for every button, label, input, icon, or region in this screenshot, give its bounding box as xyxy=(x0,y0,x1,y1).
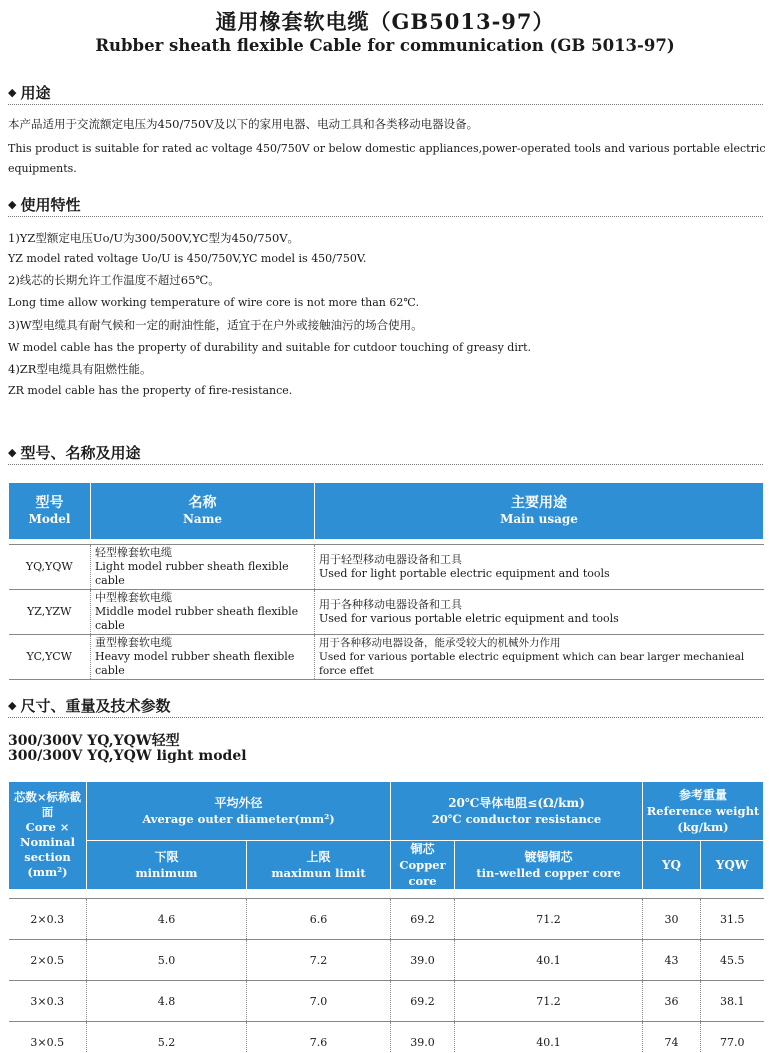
feature-line: 3)W型电缆具有耐气候和一定的耐油性能，适宜于在户外或接触油污的场合使用。 xyxy=(8,318,423,332)
tin-cell: 71.2 xyxy=(455,981,643,1022)
section-features-heading xyxy=(8,194,80,215)
table-row xyxy=(9,589,764,634)
divider xyxy=(8,464,763,465)
max-cell: 7.6 xyxy=(247,1022,391,1053)
yq-cell: 30 xyxy=(643,899,701,940)
models-table xyxy=(8,483,764,680)
header-conductor-resistance: 20℃导体电阻≤(Ω/km) 20℃ conductor resistance xyxy=(391,782,643,840)
page-title-cn: 通用橡套软电缆（GB5013-97） xyxy=(215,9,555,34)
diamond-icon: ◆ xyxy=(8,446,17,459)
core-cell: 3×0.5 xyxy=(9,1022,87,1053)
feature-line: 4)ZR型电缆具有阻燃性能。 xyxy=(8,362,152,376)
table-row xyxy=(9,544,764,589)
feature-line: ZR model cable has the property of fire-resistance. xyxy=(8,384,293,397)
usage-text-en: This product is suitable for rated ac voltage 450/750V or below domestic appliances,power-operated tools and various portable electric equipments. xyxy=(8,142,766,175)
header-yqw: YQW xyxy=(701,840,764,889)
header-yq: YQ xyxy=(643,840,701,889)
copper-cell: 39.0 xyxy=(391,940,455,981)
min-cell: 5.0 xyxy=(87,940,247,981)
copper-cell: 39.0 xyxy=(391,1022,455,1053)
name-cell: 轻型橡套软电缆 Light model rubber sheath flexible cable xyxy=(91,544,315,589)
header-copper-core: 铜芯 Copper core xyxy=(391,840,455,889)
header-core-section: 芯数×标称截面 Core × Nominal section (mm²) xyxy=(9,782,87,889)
feature-line: 1)YZ型额定电压Uo/U为300/500V,YC型为450/750V。 xyxy=(8,231,300,245)
page-title-en: Rubber sheath flexible Cable for communication (GB 5013-97) xyxy=(95,36,675,55)
core-cell: 3×0.3 xyxy=(9,981,87,1022)
diamond-icon: ◆ xyxy=(8,198,17,211)
divider xyxy=(8,717,763,718)
name-cell: 重型橡套软电缆 Heavy model rubber sheath flexible cable xyxy=(91,634,315,679)
table-row xyxy=(9,981,764,1022)
copper-cell: 69.2 xyxy=(391,899,455,940)
feature-line: YZ model rated voltage Uo/U is 450/750V,YC model is 450/750V. xyxy=(8,252,367,265)
header-minimum: 下限 minimum xyxy=(87,840,247,889)
yqw-cell: 38.1 xyxy=(701,981,764,1022)
header-maximum: 上限 maximun limit xyxy=(247,840,391,889)
header-outer-diameter: 平均外径 Average outer diameter(mm²) xyxy=(87,782,391,840)
yqw-cell: 77.0 xyxy=(701,1022,764,1053)
name-cell: 中型橡套软电缆 Middle model rubber sheath flexible cable xyxy=(91,589,315,634)
usage-cell: 用于各种移动电器设备，能承受较大的机械外力作用 Used for various portable electric equipment which can bear larger mechanieal force effet xyxy=(315,634,764,679)
specs-subtitle-en: 300/300V YQ,YQW light model xyxy=(8,748,247,764)
yq-cell: 74 xyxy=(643,1022,701,1053)
tin-cell: 71.2 xyxy=(455,899,643,940)
table-row xyxy=(9,634,764,679)
section-specs-heading xyxy=(8,695,170,716)
divider xyxy=(8,216,763,217)
yq-cell: 36 xyxy=(643,981,701,1022)
header-usage: 主要用途 Main usage xyxy=(315,483,764,539)
section-specs-title: 尺寸、重量及技术参数 xyxy=(20,697,171,715)
feature-line: Long time allow working temperature of wire core is not more than 62℃. xyxy=(8,296,420,309)
section-models-heading xyxy=(8,442,140,463)
diamond-icon: ◆ xyxy=(8,86,17,99)
model-cell: YC,YCW xyxy=(9,634,91,679)
diamond-icon: ◆ xyxy=(8,699,17,712)
specs-table xyxy=(8,782,764,1053)
copper-cell: 69.2 xyxy=(391,981,455,1022)
header-model: 型号 Model xyxy=(9,483,91,539)
max-cell: 6.6 xyxy=(247,899,391,940)
usage-cell: 用于轻型移动电器设备和工具 Used for light portable electric equipment and tools xyxy=(315,544,764,589)
table-row xyxy=(9,1022,764,1053)
specs-subtitle-cn: 300/300V YQ,YQW轻型 xyxy=(8,733,180,749)
min-cell: 4.8 xyxy=(87,981,247,1022)
max-cell: 7.0 xyxy=(247,981,391,1022)
section-usage-heading xyxy=(8,82,50,103)
usage-cell: 用于各种移动电器设备和工具 Used for various portable eletric equipment and tools xyxy=(315,589,764,634)
min-cell: 4.6 xyxy=(87,899,247,940)
max-cell: 7.2 xyxy=(247,940,391,981)
tin-cell: 40.1 xyxy=(455,940,643,981)
yq-cell: 43 xyxy=(643,940,701,981)
core-cell: 2×0.3 xyxy=(9,899,87,940)
section-features-title: 使用特性 xyxy=(20,196,81,214)
header-tin-core: 镀锡铜芯 tin-welled copper core xyxy=(455,840,643,889)
table-row xyxy=(9,940,764,981)
header-reference-weight: 参考重量 Reference weight (kg/km) xyxy=(643,782,764,840)
feature-line: 2)线芯的长期允许工作温度不超过65℃。 xyxy=(8,273,220,287)
divider xyxy=(8,104,763,105)
yqw-cell: 45.5 xyxy=(701,940,764,981)
usage-text-cn: 本产品适用于交流额定电压为450/750V及以下的家用电器、电动工具和各类移动电器设备。 xyxy=(8,117,479,131)
model-cell: YZ,YZW xyxy=(9,589,91,634)
core-cell: 2×0.5 xyxy=(9,940,87,981)
tin-cell: 40.1 xyxy=(455,1022,643,1053)
table-row xyxy=(9,899,764,940)
feature-line: W model cable has the property of durability and suitable for cutdoor touching of greasy dirt. xyxy=(8,341,532,354)
header-name: 名称 Name xyxy=(91,483,315,539)
section-usage-title: 用途 xyxy=(20,84,51,102)
model-cell: YQ,YQW xyxy=(9,544,91,589)
min-cell: 5.2 xyxy=(87,1022,247,1053)
section-models-title: 型号、名称及用途 xyxy=(20,444,141,462)
yqw-cell: 31.5 xyxy=(701,899,764,940)
